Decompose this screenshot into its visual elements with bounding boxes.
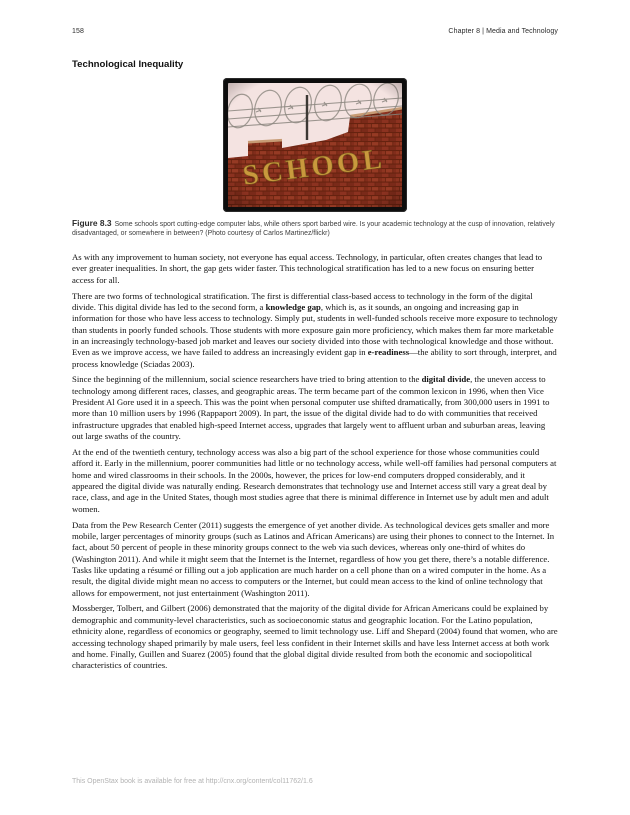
paragraph-text: Data from the Pew Research Center (2011) suggests the emergence of yet another divide. As technological devices gets smaller and more mobile, larger percentages of minority groups (such as Latinos and African Americans) are using their phones to connect to the Internet. In fact, about 50 percent of people in these minority groups connect to the web via such devices, whereas only one-third of whites do (Washington 2011). And while it might seem that the Internet is the Internet, regardless of how you get there, there’s a notable difference. Tasks like updating a résumé or filling out a job application are much harder on a cell phone than on a wired computer in the home. As a result, the digital divide might mean no access to computers or the Internet, but could mean access to the kind of online technology that allows for empowerment, not just entertainment (Washington 2011). <box>72 519 555 598</box>
figure-caption-text: Some schools sport cutting-edge computer labs, while others sport barbed wire. Is your academic technology at the cusp of innovation, relatively disadvantaged, or somewhere in between? (Photo courtesy of Carlos Martinez/flickr) <box>72 221 555 238</box>
paragraph <box>72 447 558 515</box>
paragraph-text: Mossberger, Tolbert, and Gilbert (2006) demonstrated that the majority of the digital divide for African Americans could be explained by demographic and community-level characteristics, such as socioeconomic status and geographic location. For the Latino population, ethnicity alone, regardless of economics or geography, seemed to limit technology use. Liff and Shepard (2004) found that women, who are accessing technology shaped primarily by male users, feel less confident in their Internet skills and have less Internet access at both work and home. Finally, Guillen and Suarez (2005) found that the global digital divide resulted from both the economic and sociopolitical characteristics of countries. <box>72 603 558 671</box>
paragraph-text: Since the beginning of the millennium, social science researchers have tried to bring attention to the <box>72 374 422 385</box>
paragraph-text: —the ability to sort through, interpret, and process knowledge (Sciadas 2003). <box>72 347 557 369</box>
paragraph <box>72 603 558 671</box>
section-title: Technological Inequality <box>72 59 184 70</box>
footer-text: This OpenStax book is available for free at http://cnx.org/content/col11762/1.6 <box>72 778 313 785</box>
key-term: knowledge gap <box>265 301 321 312</box>
paragraph-text: There are two forms of technological stratification. The first is differential class-based access to technology in the form of the digital divide. This digital divide has led to the second form, a <box>72 290 533 312</box>
paragraph <box>72 291 558 370</box>
paragraph-text: , the uneven access to technology among different races, classes, and geographic areas. The term became part of the common lexicon in 1996, when then Vice President Al Gore used it in a speech. This was the point when personal computer use shifted dramatically, from 300,000 users in 1991 to more than 10 million users by 1996 (Rappaport 2009). In part, the issue of the digital divide had to do with communities that received infrastructure upgrades that enabled high-speed Internet access, upgrades that largely went to affluent urban and suburban areas, leaving out large swaths of the country. <box>72 374 550 442</box>
chapter-title: Chapter 8 | Media and Technology <box>448 28 558 35</box>
page-number: 158 <box>72 28 84 35</box>
paragraph-text: As with any improvement to human society, not everyone has equal access. Technology, in particular, often creates changes that lead to ever greater inequalities. In short, the gap gets wider faster. This technological stratification has led to a new focus on ensuring better access for all. <box>72 252 543 285</box>
figure-label: Figure 8.3 <box>72 218 112 228</box>
photo-vignette <box>228 83 402 207</box>
body-paragraphs <box>72 252 558 676</box>
paragraph-text: , which is, as it sounds, an ongoing and increasing gap in information for those who have less access to technology. Simply put, students in well-funded schools receive more exposure to technology than students in poorly funded schools. Those students with more exposure gain more proficiency, which makes them far more marketable in an increasingly technology-based job market and leaves our society divided into those with technological knowledge and those without. Even as we improve access, we have failed to address an increasingly evident gap in <box>72 301 558 358</box>
paragraph <box>72 520 558 599</box>
figure-caption <box>72 219 560 239</box>
paragraph <box>72 374 558 442</box>
figure-photo-frame <box>223 78 407 212</box>
page-footer <box>72 778 313 785</box>
running-header <box>72 28 558 35</box>
school-photo <box>228 83 402 207</box>
key-term: digital divide <box>421 374 471 385</box>
paragraph <box>72 252 558 286</box>
paragraph-text: At the end of the twentieth century, technology access was also a big part of the school experience for those whose communities could afford it. Early in the millennium, poorer communities had little or no technology access, while well-off families had personal computers at home and wired classrooms in their schools. In the 2000s, however, the prices for low-end computers dropped considerably, and it appeared the digital divide was naturally ending. Research demonstrates that technology use and Internet access still vary a great deal by race, class, and age in the United States, though most studies agree that there is minimal difference in Internet use by adult men and adult women. <box>72 447 557 514</box>
key-term: e-readiness <box>367 347 410 358</box>
